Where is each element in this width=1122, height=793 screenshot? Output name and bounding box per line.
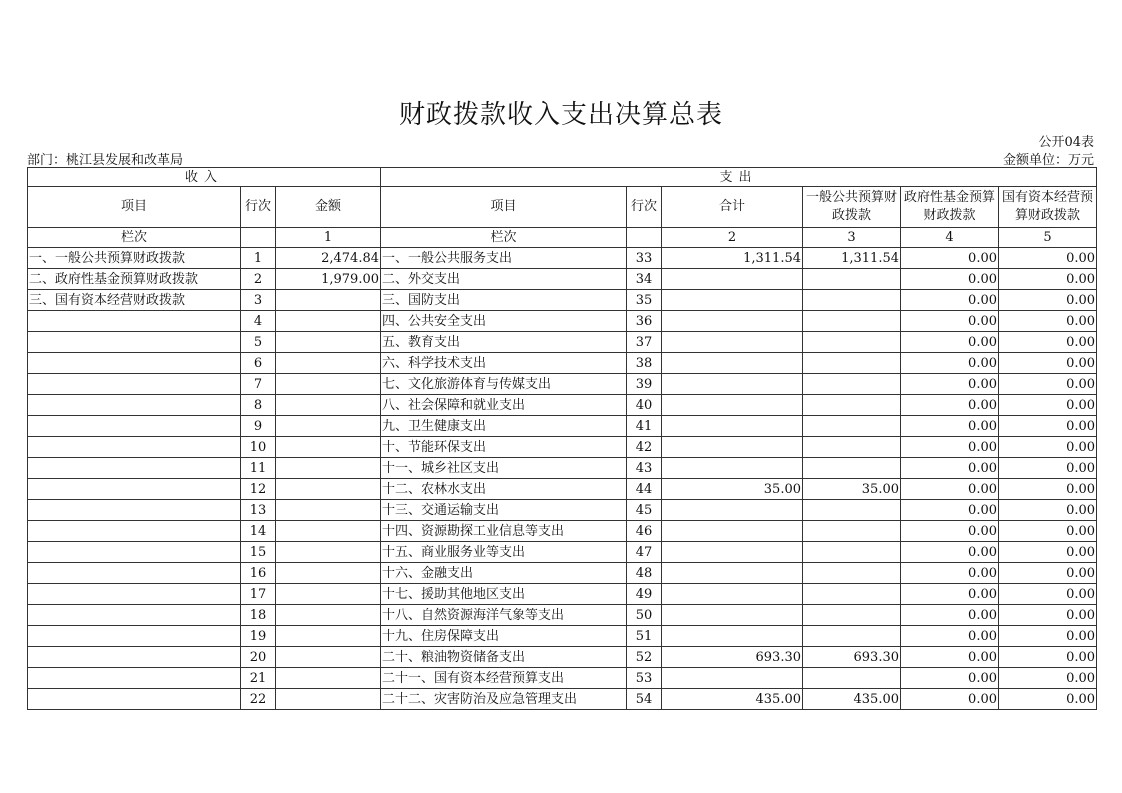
income-row-no-cell: 14 xyxy=(241,521,276,542)
expense-item-cell: 二、外交支出 xyxy=(381,269,627,290)
income-row-no-cell: 15 xyxy=(241,542,276,563)
expense-item-cell: 七、文化旅游体育与传媒支出 xyxy=(381,374,627,395)
income-amount-cell xyxy=(276,521,381,542)
total-cell xyxy=(662,605,803,626)
income-item-cell xyxy=(28,332,241,353)
state-capital-cell: 0.00 xyxy=(999,269,1097,290)
general-budget-cell xyxy=(803,395,901,416)
general-budget-cell: 1,311.54 xyxy=(803,248,901,269)
general-budget-cell xyxy=(803,605,901,626)
income-amount-cell xyxy=(276,500,381,521)
state-capital-cell: 0.00 xyxy=(999,458,1097,479)
income-item-cell xyxy=(28,647,241,668)
income-amount-cell xyxy=(276,647,381,668)
general-budget-cell xyxy=(803,353,901,374)
income-amount-header: 金额 xyxy=(276,187,381,228)
income-item-header: 项目 xyxy=(28,187,241,228)
income-row-no-cell: 8 xyxy=(241,395,276,416)
state-capital-cell: 0.00 xyxy=(999,500,1097,521)
income-amount-cell xyxy=(276,395,381,416)
income-amount-cell xyxy=(276,563,381,584)
general-budget-cell xyxy=(803,311,901,332)
gov-fund-header: 政府性基金预算财政拨款 xyxy=(901,187,999,228)
income-item-cell xyxy=(28,374,241,395)
income-item-cell xyxy=(28,458,241,479)
gov-fund-cell: 0.00 xyxy=(901,479,999,500)
expense-section-header: 支出 xyxy=(381,168,1097,187)
gov-fund-cell: 0.00 xyxy=(901,269,999,290)
total-cell xyxy=(662,311,803,332)
expense-item-cell: 十六、金融支出 xyxy=(381,563,627,584)
income-amount-cell: 2,474.84 xyxy=(276,248,381,269)
total-cell xyxy=(662,416,803,437)
income-row-no-cell: 5 xyxy=(241,332,276,353)
general-budget-cell xyxy=(803,437,901,458)
income-item-cell: 二、政府性基金预算财政拨款 xyxy=(28,269,241,290)
income-row-no-cell: 4 xyxy=(241,311,276,332)
general-budget-cell xyxy=(803,521,901,542)
expense-item-cell: 十、节能环保支出 xyxy=(381,437,627,458)
gov-fund-cell: 0.00 xyxy=(901,437,999,458)
total-cell xyxy=(662,668,803,689)
income-section-header: 收入 xyxy=(28,168,381,187)
income-item-cell: 三、国有资本经营财政拨款 xyxy=(28,290,241,311)
gov-fund-cell: 0.00 xyxy=(901,248,999,269)
state-capital-cell: 0.00 xyxy=(999,563,1097,584)
table-row xyxy=(28,479,1097,500)
total-cell xyxy=(662,563,803,584)
expense-row-no-cell: 35 xyxy=(627,290,662,311)
expense-row-no-cell: 52 xyxy=(627,647,662,668)
col-index-blank xyxy=(241,228,276,248)
income-amount-cell xyxy=(276,668,381,689)
expense-item-cell: 四、公共安全支出 xyxy=(381,311,627,332)
gov-fund-cell: 0.00 xyxy=(901,395,999,416)
general-budget-cell xyxy=(803,374,901,395)
expense-row-no-cell: 36 xyxy=(627,311,662,332)
income-item-cell xyxy=(28,395,241,416)
income-row-no-cell: 1 xyxy=(241,248,276,269)
expense-row-no-cell: 34 xyxy=(627,269,662,290)
state-capital-cell: 0.00 xyxy=(999,248,1097,269)
table-row xyxy=(28,626,1097,647)
table-row xyxy=(28,500,1097,521)
income-row-no-cell: 20 xyxy=(241,647,276,668)
income-row-no-cell: 16 xyxy=(241,563,276,584)
settlement-table xyxy=(27,167,1097,710)
income-row-no-cell: 3 xyxy=(241,290,276,311)
expense-row-no-cell: 42 xyxy=(627,437,662,458)
gov-fund-cell: 0.00 xyxy=(901,605,999,626)
income-item-cell xyxy=(28,521,241,542)
income-row-no-cell: 6 xyxy=(241,353,276,374)
gov-fund-cell: 0.00 xyxy=(901,311,999,332)
expense-row-no-cell: 54 xyxy=(627,689,662,710)
income-amount-cell xyxy=(276,479,381,500)
col-label-right: 栏次 xyxy=(381,228,627,248)
total-cell xyxy=(662,521,803,542)
form-number: 公开04表 xyxy=(1038,135,1094,150)
state-capital-cell: 0.00 xyxy=(999,647,1097,668)
col-index-5: 5 xyxy=(999,228,1097,248)
table-row xyxy=(28,647,1097,668)
expense-item-cell: 十八、自然资源海洋气象等支出 xyxy=(381,605,627,626)
general-budget-cell xyxy=(803,458,901,479)
expense-item-cell: 十九、住房保障支出 xyxy=(381,626,627,647)
income-amount-cell xyxy=(276,374,381,395)
income-amount-cell xyxy=(276,584,381,605)
expense-row-no-cell: 40 xyxy=(627,395,662,416)
table-row xyxy=(28,374,1097,395)
table-row xyxy=(28,269,1097,290)
total-header: 合计 xyxy=(662,187,803,228)
income-amount-cell xyxy=(276,689,381,710)
table-row xyxy=(28,395,1097,416)
income-row-no-cell: 12 xyxy=(241,479,276,500)
table-row xyxy=(28,353,1097,374)
general-budget-cell: 35.00 xyxy=(803,479,901,500)
expense-item-cell: 十一、城乡社区支出 xyxy=(381,458,627,479)
state-capital-header: 国有资本经营预算财政拨款 xyxy=(999,187,1097,228)
general-budget-cell xyxy=(803,500,901,521)
gov-fund-cell: 0.00 xyxy=(901,563,999,584)
general-budget-header: 一般公共预算财政拨款 xyxy=(803,187,901,228)
income-row-no-cell: 19 xyxy=(241,626,276,647)
general-budget-cell xyxy=(803,563,901,584)
state-capital-cell: 0.00 xyxy=(999,416,1097,437)
state-capital-cell: 0.00 xyxy=(999,437,1097,458)
total-cell xyxy=(662,290,803,311)
gov-fund-cell: 0.00 xyxy=(901,353,999,374)
income-row-no-cell: 21 xyxy=(241,668,276,689)
table-row xyxy=(28,689,1097,710)
gov-fund-cell: 0.00 xyxy=(901,689,999,710)
expense-row-no-cell: 43 xyxy=(627,458,662,479)
expense-item-cell: 八、社会保障和就业支出 xyxy=(381,395,627,416)
income-item-cell xyxy=(28,479,241,500)
expense-row-no-cell: 49 xyxy=(627,584,662,605)
expense-row-no-cell: 45 xyxy=(627,500,662,521)
total-cell: 35.00 xyxy=(662,479,803,500)
general-budget-cell: 435.00 xyxy=(803,689,901,710)
income-amount-cell xyxy=(276,626,381,647)
income-row-no-cell: 7 xyxy=(241,374,276,395)
expense-row-no-cell: 37 xyxy=(627,332,662,353)
income-amount-cell xyxy=(276,353,381,374)
expense-item-cell: 十七、援助其他地区支出 xyxy=(381,584,627,605)
income-item-cell xyxy=(28,311,241,332)
gov-fund-cell: 0.00 xyxy=(901,290,999,311)
income-item-cell xyxy=(28,668,241,689)
state-capital-cell: 0.00 xyxy=(999,689,1097,710)
state-capital-cell: 0.00 xyxy=(999,332,1097,353)
general-budget-cell xyxy=(803,290,901,311)
general-budget-cell xyxy=(803,668,901,689)
total-cell xyxy=(662,626,803,647)
income-item-cell: 一、一般公共预算财政拨款 xyxy=(28,248,241,269)
general-budget-cell xyxy=(803,269,901,290)
income-amount-cell xyxy=(276,458,381,479)
state-capital-cell: 0.00 xyxy=(999,290,1097,311)
expense-item-cell: 二十、粮油物资储备支出 xyxy=(381,647,627,668)
expense-item-cell: 六、科学技术支出 xyxy=(381,353,627,374)
total-cell xyxy=(662,269,803,290)
expense-row-no-cell: 33 xyxy=(627,248,662,269)
expense-item-cell: 三、国防支出 xyxy=(381,290,627,311)
state-capital-cell: 0.00 xyxy=(999,374,1097,395)
income-row-no-cell: 17 xyxy=(241,584,276,605)
total-cell xyxy=(662,374,803,395)
gov-fund-cell: 0.00 xyxy=(901,668,999,689)
income-amount-cell xyxy=(276,290,381,311)
expense-row-no-cell: 38 xyxy=(627,353,662,374)
header-row-sections xyxy=(28,168,1097,187)
expense-item-cell: 十二、农林水支出 xyxy=(381,479,627,500)
col-index-1: 1 xyxy=(276,228,381,248)
income-item-cell xyxy=(28,542,241,563)
expense-row-no-cell: 50 xyxy=(627,605,662,626)
table-row xyxy=(28,458,1097,479)
state-capital-cell: 0.00 xyxy=(999,521,1097,542)
table-row xyxy=(28,311,1097,332)
income-amount-cell xyxy=(276,416,381,437)
col-index-4: 4 xyxy=(901,228,999,248)
total-cell xyxy=(662,332,803,353)
income-item-cell xyxy=(28,416,241,437)
income-item-cell xyxy=(28,563,241,584)
income-amount-cell xyxy=(276,311,381,332)
expense-row-no-cell: 53 xyxy=(627,668,662,689)
income-row-no-cell: 9 xyxy=(241,416,276,437)
total-cell xyxy=(662,542,803,563)
gov-fund-cell: 0.00 xyxy=(901,332,999,353)
total-cell xyxy=(662,500,803,521)
expense-row-no-cell: 41 xyxy=(627,416,662,437)
expense-item-cell: 十五、商业服务业等支出 xyxy=(381,542,627,563)
income-amount-cell xyxy=(276,605,381,626)
income-item-cell xyxy=(28,626,241,647)
expense-item-cell: 十三、交通运输支出 xyxy=(381,500,627,521)
income-row-no-cell: 11 xyxy=(241,458,276,479)
expense-row-no-cell: 47 xyxy=(627,542,662,563)
expense-row-no-cell: 39 xyxy=(627,374,662,395)
gov-fund-cell: 0.00 xyxy=(901,500,999,521)
income-row-no-cell: 18 xyxy=(241,605,276,626)
col-index-blank-2 xyxy=(627,228,662,248)
department-label: 部门：桃江县发展和改革局 xyxy=(27,153,184,168)
header-row-columns xyxy=(28,187,1097,228)
total-cell: 1,311.54 xyxy=(662,248,803,269)
total-cell xyxy=(662,395,803,416)
state-capital-cell: 0.00 xyxy=(999,605,1097,626)
table-row xyxy=(28,437,1097,458)
expense-item-cell: 一、一般公共服务支出 xyxy=(381,248,627,269)
income-amount-cell xyxy=(276,437,381,458)
expense-item-cell: 二十一、国有资本经营预算支出 xyxy=(381,668,627,689)
table-row xyxy=(28,248,1097,269)
table-row xyxy=(28,521,1097,542)
income-item-cell xyxy=(28,689,241,710)
income-amount-cell: 1,979.00 xyxy=(276,269,381,290)
table-row xyxy=(28,605,1097,626)
gov-fund-cell: 0.00 xyxy=(901,626,999,647)
income-row-no-cell: 22 xyxy=(241,689,276,710)
amount-unit-label: 金额单位：万元 xyxy=(1002,153,1094,168)
income-item-cell xyxy=(28,584,241,605)
gov-fund-cell: 0.00 xyxy=(901,647,999,668)
expense-item-header: 项目 xyxy=(381,187,627,228)
state-capital-cell: 0.00 xyxy=(999,542,1097,563)
table-row xyxy=(28,668,1097,689)
header-row-column-index xyxy=(28,228,1097,248)
state-capital-cell: 0.00 xyxy=(999,584,1097,605)
gov-fund-cell: 0.00 xyxy=(901,416,999,437)
table-row xyxy=(28,416,1097,437)
income-amount-cell xyxy=(276,332,381,353)
expense-row-no-cell: 51 xyxy=(627,626,662,647)
table-row xyxy=(28,542,1097,563)
col-index-2: 2 xyxy=(662,228,803,248)
expense-item-cell: 九、卫生健康支出 xyxy=(381,416,627,437)
income-item-cell xyxy=(28,437,241,458)
income-row-no-cell: 13 xyxy=(241,500,276,521)
gov-fund-cell: 0.00 xyxy=(901,521,999,542)
total-cell xyxy=(662,437,803,458)
income-row-no-cell: 2 xyxy=(241,269,276,290)
total-cell: 693.30 xyxy=(662,647,803,668)
income-row-no-cell: 10 xyxy=(241,437,276,458)
income-amount-cell xyxy=(276,542,381,563)
state-capital-cell: 0.00 xyxy=(999,311,1097,332)
total-cell xyxy=(662,458,803,479)
gov-fund-cell: 0.00 xyxy=(901,542,999,563)
total-cell: 435.00 xyxy=(662,689,803,710)
state-capital-cell: 0.00 xyxy=(999,668,1097,689)
col-index-3: 3 xyxy=(803,228,901,248)
expense-row-no-cell: 44 xyxy=(627,479,662,500)
state-capital-cell: 0.00 xyxy=(999,395,1097,416)
col-label-left: 栏次 xyxy=(28,228,241,248)
general-budget-cell xyxy=(803,416,901,437)
expense-item-cell: 五、教育支出 xyxy=(381,332,627,353)
income-item-cell xyxy=(28,500,241,521)
gov-fund-cell: 0.00 xyxy=(901,584,999,605)
total-cell xyxy=(662,584,803,605)
general-budget-cell xyxy=(803,542,901,563)
state-capital-cell: 0.00 xyxy=(999,353,1097,374)
general-budget-cell xyxy=(803,584,901,605)
table-row xyxy=(28,563,1097,584)
state-capital-cell: 0.00 xyxy=(999,479,1097,500)
gov-fund-cell: 0.00 xyxy=(901,458,999,479)
general-budget-cell xyxy=(803,332,901,353)
table-row xyxy=(28,332,1097,353)
general-budget-cell xyxy=(803,626,901,647)
report-title: 财政拨款收入支出决算总表 xyxy=(398,100,723,130)
state-capital-cell: 0.00 xyxy=(999,626,1097,647)
table-row xyxy=(28,290,1097,311)
income-item-cell xyxy=(28,353,241,374)
expense-row-no-header: 行次 xyxy=(627,187,662,228)
income-row-no-header: 行次 xyxy=(241,187,276,228)
expense-item-cell: 二十二、灾害防治及应急管理支出 xyxy=(381,689,627,710)
expense-row-no-cell: 48 xyxy=(627,563,662,584)
income-item-cell xyxy=(28,605,241,626)
general-budget-cell: 693.30 xyxy=(803,647,901,668)
table-row xyxy=(28,584,1097,605)
expense-item-cell: 十四、资源勘探工业信息等支出 xyxy=(381,521,627,542)
total-cell xyxy=(662,353,803,374)
expense-row-no-cell: 46 xyxy=(627,521,662,542)
gov-fund-cell: 0.00 xyxy=(901,374,999,395)
